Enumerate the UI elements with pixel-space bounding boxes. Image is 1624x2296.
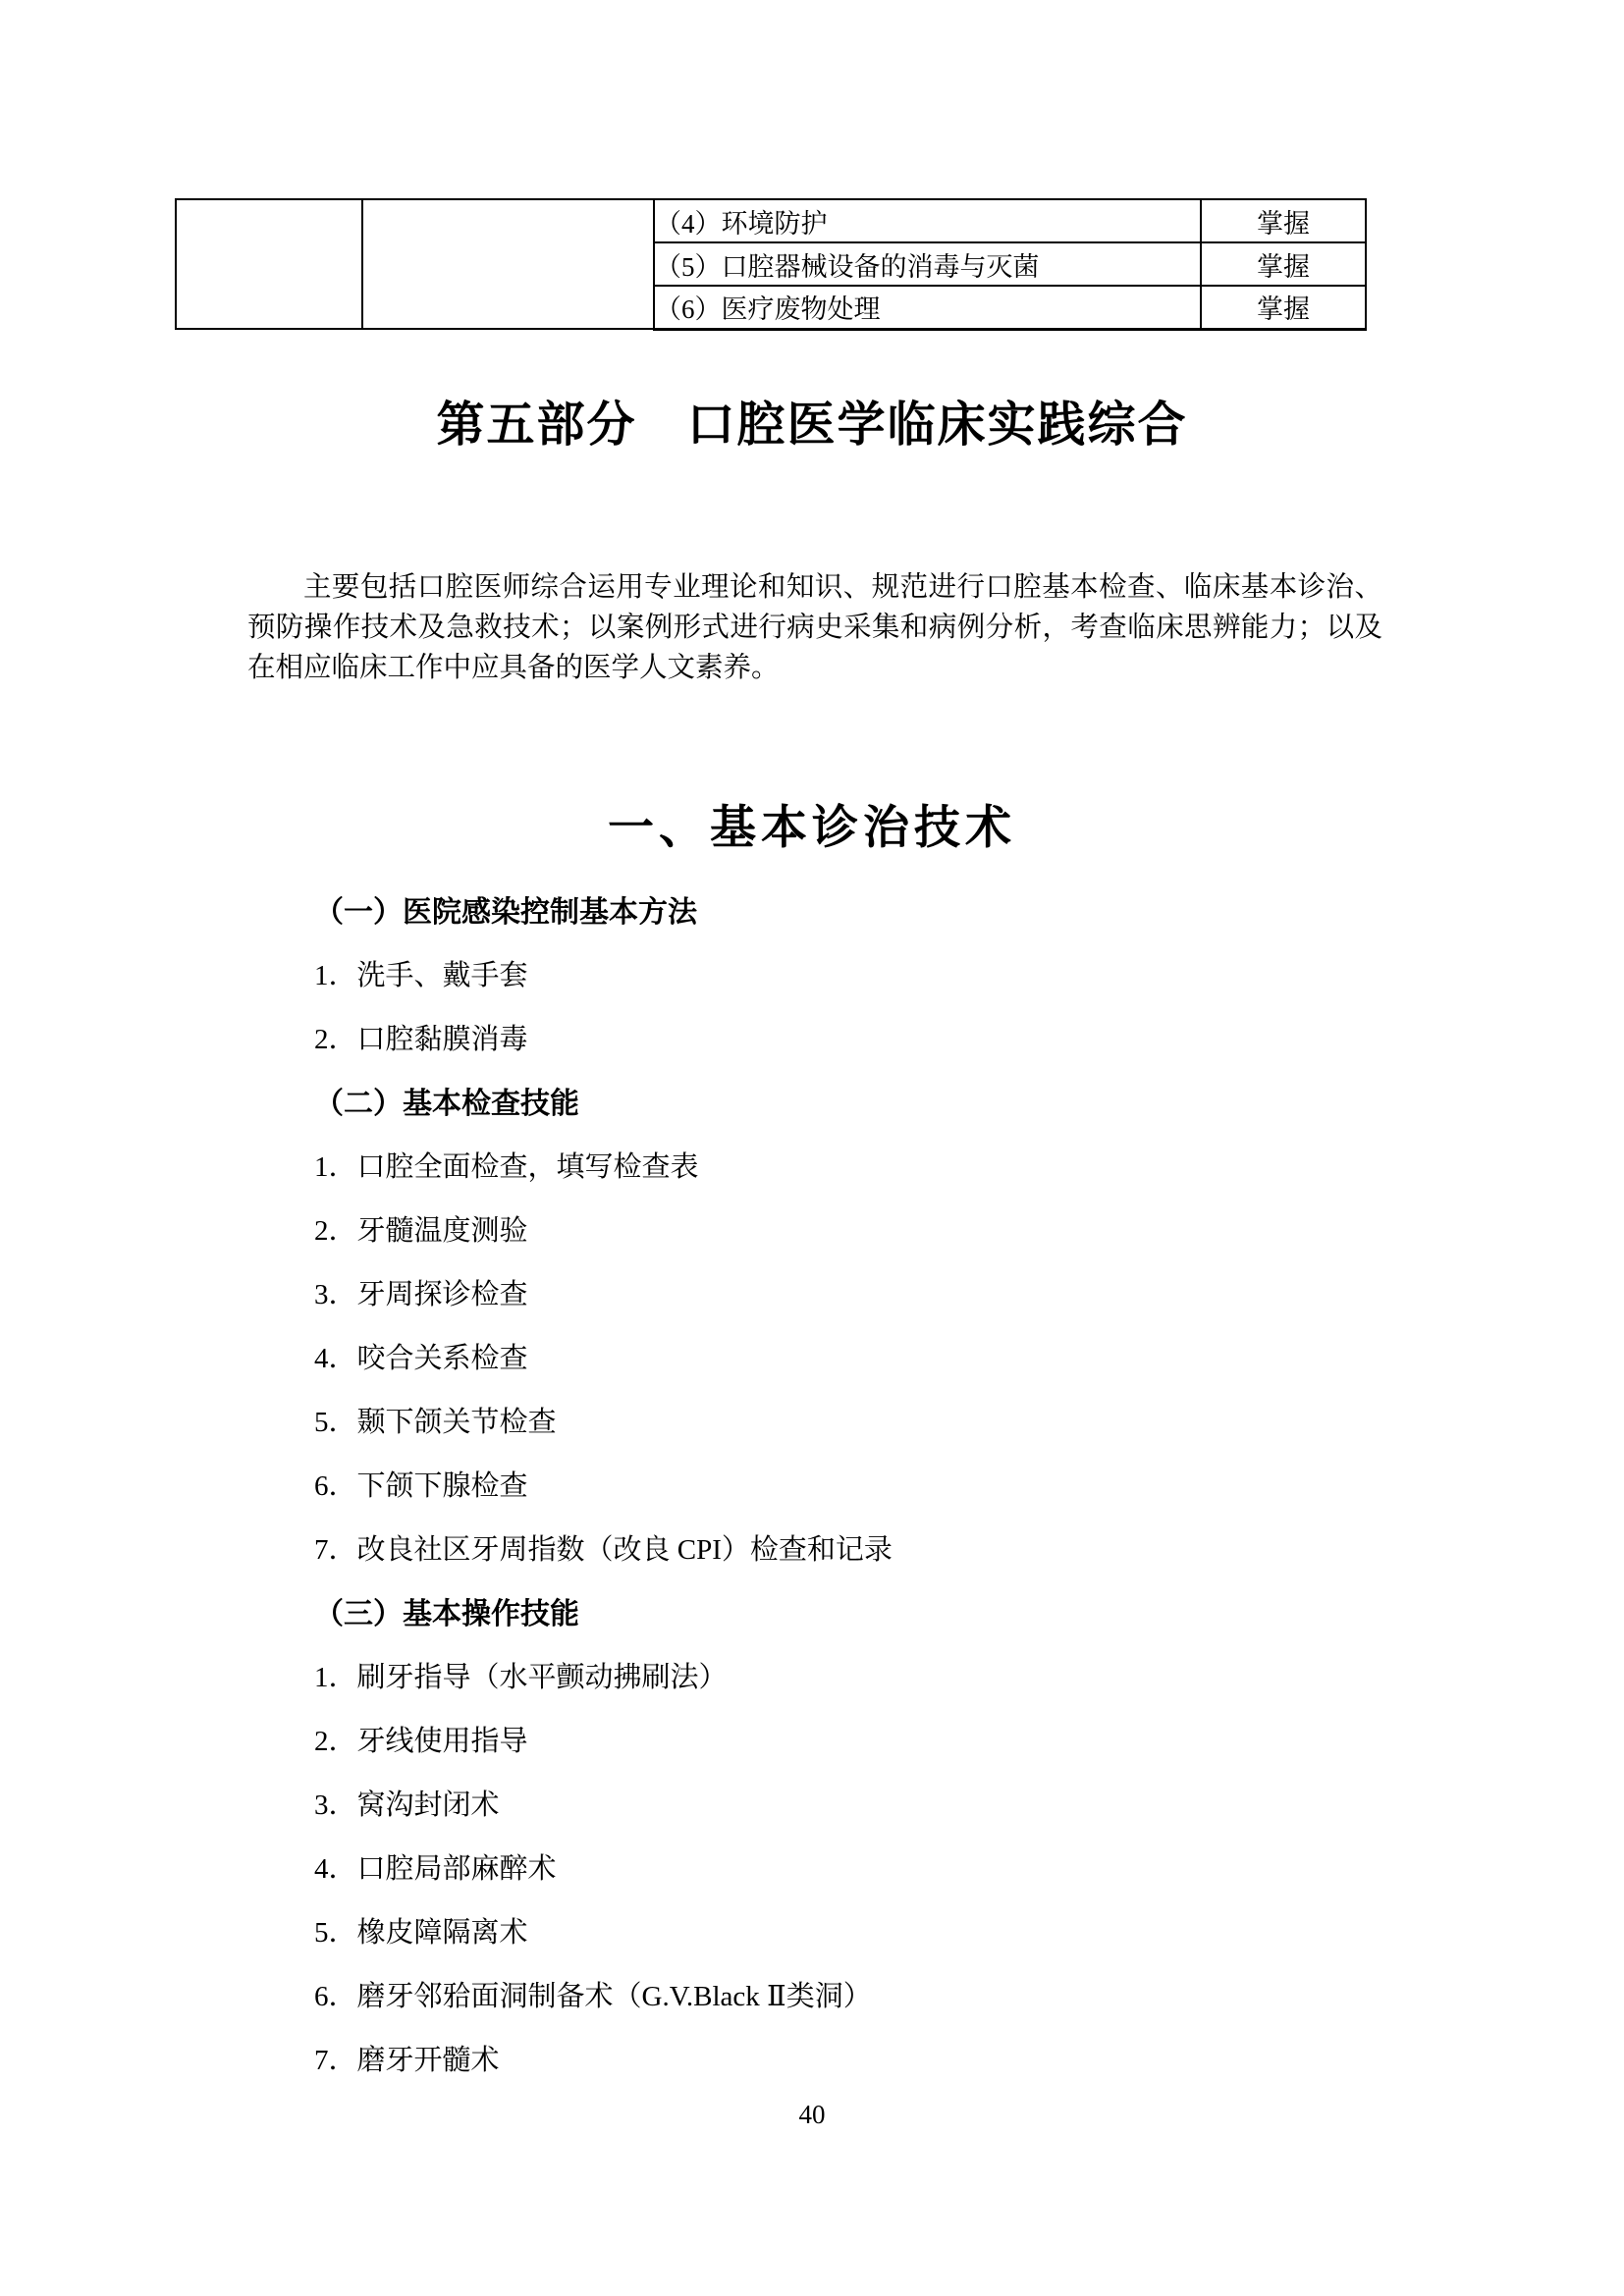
list-item: 2．牙髓温度测验 (314, 1215, 528, 1247)
page-number: 40 (798, 2100, 826, 2129)
list-item: 4．口腔局部麻醉术 (314, 1853, 557, 1885)
list-item: 1．口腔全面检查，填写检查表 (314, 1151, 699, 1183)
intro-paragraph: 主要包括口腔医师综合运用专业理论和知识、规范进行口腔基本检查、临床基本诊治、预防操作技术及急救技术；以案例形式进行病史采集和病例分析，考查临床思辨能力；以及在相应临床工作中应具备的医学人文素养。 (247, 572, 1382, 683)
mastery-level-cell: 掌握 (1201, 242, 1366, 286)
subsection-heading: （三）基本操作技能 (314, 1598, 579, 1630)
requirement-cell: （4）环境防护 (654, 199, 1201, 242)
mastery-level-cell: 掌握 (1201, 286, 1366, 329)
list-item: 1．洗手、戴手套 (314, 960, 528, 991)
subsection-heading: （一）医院感染控制基本方法 (314, 896, 697, 929)
outline-list (314, 881, 1394, 2093)
list-item: 1．刷牙指导（水平颤动拂刷法） (314, 1662, 728, 1693)
mastery-table (175, 198, 1367, 331)
table-empty-cell-1 (176, 199, 362, 329)
list-item: 7．磨牙开髓术 (314, 2045, 500, 2076)
list-item: 7．改良社区牙周指数（改良 CPI）检查和记录 (314, 1534, 893, 1566)
list-item: 5．颞下颌关节检查 (314, 1407, 557, 1438)
requirement-cell: （6）医疗废物处理 (654, 286, 1201, 329)
mastery-level-cell: 掌握 (1201, 199, 1366, 242)
list-item: 6．磨牙邻𬌗面洞制备术（G.V.Black Ⅱ类洞） (314, 1981, 872, 2012)
list-item: 5．橡皮障隔离术 (314, 1917, 528, 1949)
requirement-cell: （5）口腔器械设备的消毒与灭菌 (654, 242, 1201, 286)
part-title: 第五部分 口腔医学临床实践综合 (436, 398, 1188, 452)
list-item: 3．窝沟封闭术 (314, 1789, 500, 1821)
list-item: 6．下颌下腺检查 (314, 1470, 528, 1502)
section-title: 一、基本诊治技术 (608, 803, 1016, 854)
list-item: 2．口腔黏膜消毒 (314, 1024, 528, 1055)
list-item: 2．牙线使用指导 (314, 1726, 528, 1757)
list-item: 4．咬合关系检查 (314, 1343, 528, 1374)
table-row (176, 199, 1366, 242)
list-item: 3．牙周探诊检查 (314, 1279, 528, 1310)
table-empty-cell-2 (362, 199, 654, 329)
subsection-heading: （二）基本检查技能 (314, 1088, 579, 1120)
